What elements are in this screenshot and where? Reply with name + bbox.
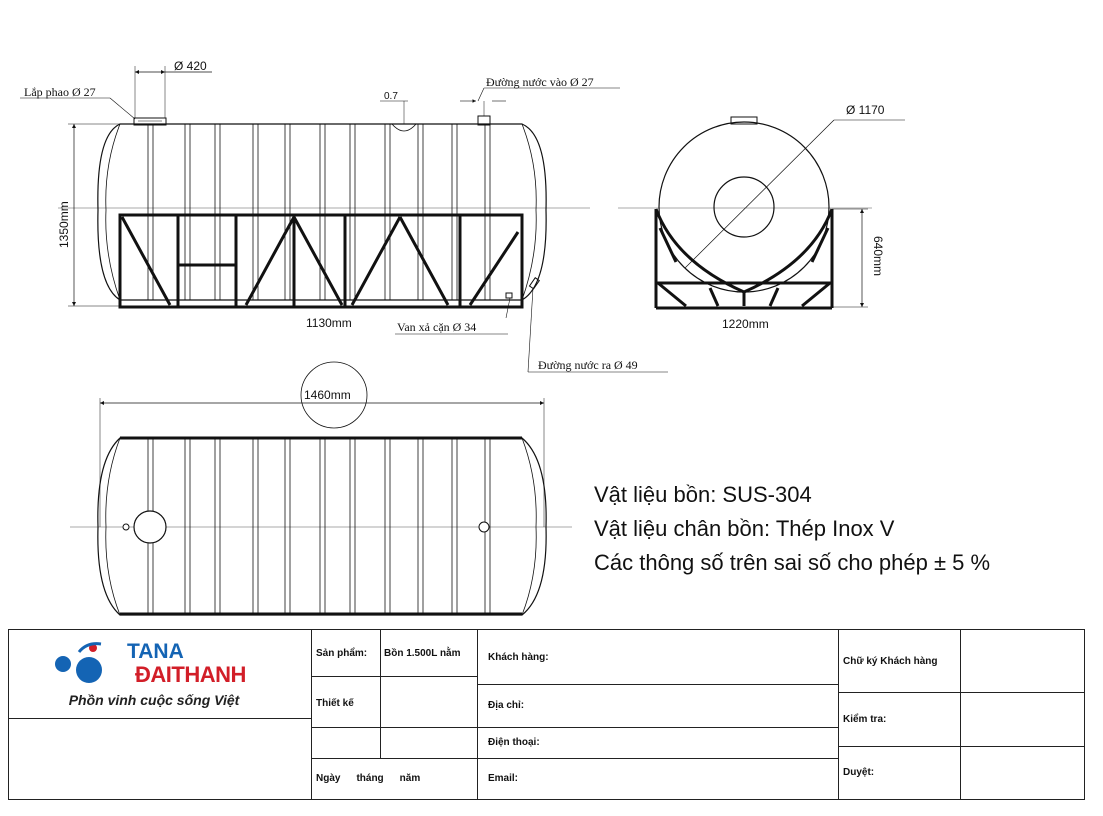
logo-slogan: Phồn vinh cuộc sống Việt (68, 692, 240, 708)
stand-frame-end (656, 209, 832, 308)
check-label: Kiểm tra: (843, 713, 887, 725)
design-label: Thiết kế (316, 698, 354, 709)
dim-small: 0.7 (384, 91, 398, 102)
date-day-label: Ngày (316, 773, 341, 784)
stand-frame-side (120, 215, 522, 307)
product-label: Sản phẩm: (316, 647, 368, 659)
address-label: Địa chỉ: (488, 700, 525, 711)
dim-length: 1130mm (306, 316, 352, 330)
note-line: Vật liệu chân bồn: Thép Inox V (594, 516, 895, 541)
tank-body-side (98, 124, 546, 300)
tank-end-circle (659, 122, 829, 292)
company-logo (49, 638, 289, 693)
phone-label: Điện thoại: (488, 737, 540, 748)
dim-stand-height: 640mm (871, 236, 885, 277)
dim-total-length: 1460mm (304, 388, 351, 402)
label-outlet: Đường nước ra Ø 49 (538, 358, 638, 372)
dim-diameter-top: Ø 420 (174, 59, 207, 73)
email-label: Email: (488, 773, 519, 784)
note-line: Các thông số trên sai số cho phép ± 5 % (594, 550, 991, 575)
date-year-label: năm (399, 773, 421, 784)
customer-label: Khách hàng: (488, 651, 549, 663)
label-float-cap: Lắp phao Ø 27 (24, 85, 96, 99)
dim-diameter-end: Ø 1170 (846, 103, 885, 117)
product-value: Bồn 1.500L nằm (384, 647, 461, 659)
label-drain: Van xả cặn Ø 34 (397, 320, 477, 334)
end-view (618, 117, 905, 308)
logo-brand-top: TANA (127, 640, 184, 663)
dim-width-end: 1220mm (722, 317, 769, 331)
title-block (8, 629, 1085, 800)
dim-height: 1350mm (57, 201, 71, 248)
logo-brand-bottom: ĐAITHANH (135, 662, 246, 687)
date-field (311, 758, 477, 799)
signature-label: Chữ ký Khách hàng (843, 655, 938, 667)
approve-label: Duyệt: (843, 767, 875, 778)
date-month-label: tháng (356, 773, 384, 784)
material-notes (594, 478, 990, 580)
note-line: Vật liệu bồn: SUS-304 (594, 482, 812, 507)
label-inlet: Đường nước vào Ø 27 (486, 75, 594, 89)
logo-dots-icon (49, 638, 129, 688)
